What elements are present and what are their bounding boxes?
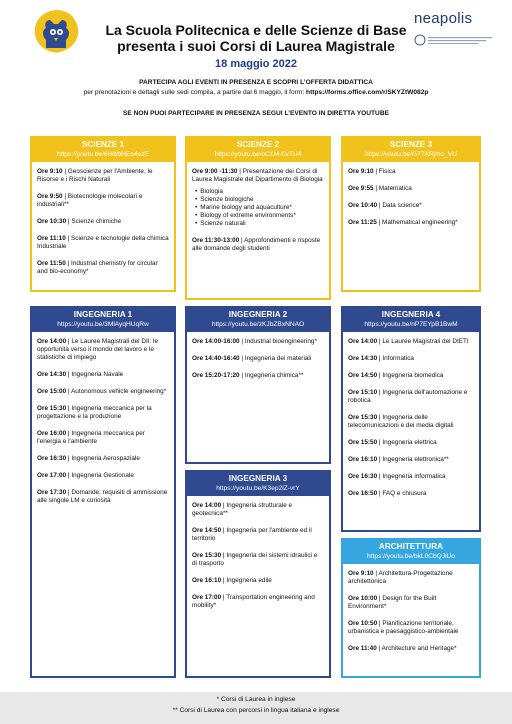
schedule-item <box>348 185 474 193</box>
card-body <box>187 332 329 393</box>
youtube-link[interactable]: https://youtu.be/bkL0CbQJlUo <box>367 553 455 560</box>
subtitle: PARTECIPA AGLI EVENTI IN PRESENZA E SCOPRI L’OFFERTA DIDATTICA <box>139 79 373 86</box>
schedule-title: | Mathematical engineering* <box>376 219 458 226</box>
schedule-title: | Industrial bioengineering* <box>239 338 317 345</box>
schedule-title: | Approfondimenti e risposte alle domande degli studenti <box>192 237 321 252</box>
schedule-title: | Architettura-Progettazione architettonica <box>348 570 453 585</box>
schedule-item <box>348 355 474 363</box>
event-date: 18 maggio 2022 <box>215 58 297 70</box>
schedule-time: Ore 17:00 <box>37 472 67 479</box>
schedule-title: | Ingegneria strutturale e geotecnica** <box>192 502 293 517</box>
booking-info-text: per prenotazioni e dettagli sulle sedi compila, a partire dal 6 maggio, il form: <box>83 89 307 96</box>
schedule-title: | Ingegneria chimica** <box>239 372 304 379</box>
schedule-title: | Ingegneria elettronica** <box>377 456 449 463</box>
schedule-title: | Informatica <box>377 355 414 362</box>
card-title: SCIENZE 2 <box>236 140 280 149</box>
schedule-item <box>348 456 474 464</box>
card-scienze-2 <box>185 136 331 300</box>
card-title: SCIENZE 3 <box>389 140 433 149</box>
schedule-item <box>192 594 324 610</box>
schedule-title: | Le Lauree Magistrali del DIETI <box>377 338 469 345</box>
schedule-time: Ore 14:00 <box>37 338 67 345</box>
schedule-time: Ore 14:30 <box>37 371 67 378</box>
schedule-item <box>348 620 474 636</box>
youtube-link[interactable]: https://youtu.be/oC1M-EvTU4 <box>214 151 302 158</box>
schedule-item <box>192 372 324 380</box>
card-architettura <box>341 538 481 678</box>
schedule-time: Ore 9:10 <box>348 570 374 577</box>
card-body <box>187 162 329 266</box>
course-list-item: • Biology of extreme environments* <box>195 212 324 220</box>
schedule-time: Ore 14:50 <box>192 527 222 534</box>
schedule-item <box>348 389 474 405</box>
schedule-time: Ore 16:00 <box>37 430 67 437</box>
schedule-title: | Ingegneria dell'automazione e robotica <box>348 389 468 404</box>
schedule-item <box>192 502 324 518</box>
youtube-link[interactable]: https://youtu.be/nP7EYpB1BwM <box>364 321 458 328</box>
schedule-time: Ore 9:00 -11:30 <box>192 168 238 175</box>
schedule-time: Ore 14:30 <box>348 355 378 362</box>
schedule-item <box>192 168 324 184</box>
schedule-time: Ore 15:30 <box>37 405 67 412</box>
schedule-title: | Matematica <box>373 185 412 192</box>
card-scienze-3 <box>341 136 481 292</box>
schedule-title: | Domande: requisiti di ammissione alle singole LM e curiosità <box>37 489 168 504</box>
card-header <box>32 308 174 332</box>
footer <box>0 692 512 724</box>
schedule-time: Ore 17:00 <box>192 594 222 601</box>
schedule-item <box>348 595 474 611</box>
schedule-item <box>37 168 169 184</box>
schedule-item <box>37 193 169 209</box>
card-header <box>343 138 479 162</box>
schedule-title: | Data science* <box>377 202 422 209</box>
schedule-item <box>37 472 169 480</box>
schedule-title: | Fisica <box>373 168 396 175</box>
schedule-time: Ore 15:30 <box>192 552 222 559</box>
card-ingegneria-3 <box>185 470 331 678</box>
schedule-item <box>37 338 169 362</box>
schedule-time: Ore 11:25 <box>348 219 377 226</box>
schedule-title: | Industrial chemistry for circular and bio-economy* <box>37 260 158 275</box>
schedule-time: Ore 16:10 <box>348 456 378 463</box>
schedule-item <box>37 405 169 421</box>
schedule-item <box>348 645 474 653</box>
card-body <box>32 332 174 518</box>
schedule-item <box>348 168 474 176</box>
schedule-item <box>37 371 169 379</box>
card-header <box>343 308 479 332</box>
card-header <box>187 138 329 162</box>
schedule-title: | Scienze chimiche <box>66 218 122 225</box>
course-list-item: • Marine biology and aquaculture* <box>195 204 324 212</box>
schedule-time: Ore 11:50 <box>37 260 66 267</box>
schedule-time: Ore 14:00 <box>348 338 378 345</box>
schedule-title: | Design for the Built Environment* <box>348 595 437 610</box>
schedule-title: | Ingegneria meccanica per l'energia e l'ambiente <box>37 430 145 445</box>
schedule-title: | Ingegneria Gestionale <box>66 472 134 479</box>
schedule-time: Ore 14:00 <box>192 502 222 509</box>
schedule-item <box>192 527 324 543</box>
schedule-time: Ore 9:50 <box>37 193 63 200</box>
card-header <box>187 308 329 332</box>
schedule-title: | Ingegneria Navale <box>66 371 124 378</box>
schedule-title: | Le Lauree Magistrali del DII: le opportunità verso il mondo del lavoro e le statistiche di impiego <box>37 338 159 361</box>
card-header <box>32 138 174 162</box>
schedule-title: | Pianificazione territoriale, urbanistica e paesaggistico-ambientale <box>348 620 459 635</box>
card-ingegneria-1 <box>30 306 176 678</box>
schedule-item <box>348 372 474 380</box>
card-body <box>343 332 479 511</box>
schedule-item <box>37 388 169 396</box>
schedule-title: | Ingegneria meccanica per la progettazione e la produzione <box>37 405 152 420</box>
schedule-item <box>192 338 324 346</box>
schedule-time: Ore 10:50 <box>348 620 378 627</box>
schedule-time: Ore 11:40 <box>348 645 377 652</box>
schedule-item <box>348 219 474 227</box>
schedule-item <box>37 218 169 226</box>
card-ingegneria-4 <box>341 306 481 532</box>
schedule-title: | Architecture and Heritage* <box>376 645 457 652</box>
schedule-item <box>37 430 169 446</box>
schedule-item <box>192 552 324 568</box>
schedule-item <box>348 338 474 346</box>
schedule-item <box>348 439 474 447</box>
booking-form-link[interactable]: https://forms.office.com/r/SKYZtW082p <box>306 89 429 96</box>
card-ingegneria-2 <box>185 306 331 464</box>
schedule-item <box>348 490 474 498</box>
card-body <box>187 496 329 623</box>
schedule-title: | Scienze e tecnologie della chimica Industriale <box>37 235 169 250</box>
card-title: INGEGNERIA 3 <box>228 474 288 483</box>
schedule-time: Ore 14:00-16:00 <box>192 338 240 345</box>
card-title: SCIENZE 1 <box>81 140 125 149</box>
schedule-time: Ore 10:30 <box>37 218 67 225</box>
schedule-title: | Ingegneria delle telecomunicazioni e dei media digitali <box>348 414 454 429</box>
schedule-item <box>37 235 169 251</box>
title-line-1: La Scuola Politecnica e delle Scienze di Base <box>105 22 407 38</box>
youtube-link[interactable]: https://youtu.be/K3ep2lZ-vrY <box>216 485 300 492</box>
schedule-item <box>192 577 324 585</box>
course-list-item: • Scienze naturali <box>195 220 324 228</box>
university-seal-icon <box>414 34 494 46</box>
footnote-bilingual: ** Corsi di Laurea con percorsi in lingua italiana e inglese <box>172 707 340 714</box>
course-list-item: • Biologia <box>195 188 324 196</box>
schedule-item <box>348 570 474 586</box>
card-title: INGEGNERIA 4 <box>381 310 441 319</box>
schedule-time: Ore 15:30 <box>348 414 378 421</box>
schedule-time: Ore 9:10 <box>37 168 63 175</box>
schedule-time: Ore 15:10 <box>348 389 378 396</box>
youtube-link[interactable]: https://youtu.be/zKJbZBxNNAO <box>211 321 305 328</box>
schedule-time: Ore 14:40-16:40 <box>192 355 240 362</box>
schedule-time: Ore 16:50 <box>348 490 378 497</box>
schedule-time: Ore 10:00 <box>348 595 378 602</box>
schedule-title: | Biotecnologie molecolari e industriali** <box>37 193 143 208</box>
schedule-item <box>192 355 324 363</box>
course-list <box>195 188 324 228</box>
schedule-time: Ore 15:00 <box>37 388 67 395</box>
schedule-item <box>348 414 474 430</box>
schedule-time: Ore 16:10 <box>192 577 222 584</box>
schedule-time: Ore 9:55 <box>348 185 374 192</box>
schedule-title: | Ingegneria elettrica <box>377 439 437 446</box>
schedule-title: | Transportation engineering and mobility* <box>192 594 315 609</box>
schedule-title: | Ingegneria edile <box>221 577 272 584</box>
card-header <box>187 472 329 496</box>
schedule-title: | Ingegneria dei materiali <box>239 355 312 362</box>
schedule-item <box>348 202 474 210</box>
schedule-time: Ore 9:10 <box>348 168 374 175</box>
schedule-item <box>37 260 169 276</box>
schedule-time: Ore 11:30-13:00 <box>192 237 240 244</box>
schedule-title: | Geoscienze per l'Ambiente, le Risorse e i Rischi Naturali <box>37 168 153 183</box>
schedule-time: Ore 10:40 <box>348 202 378 209</box>
schedule-title: | Ingegneria informatica <box>377 473 446 480</box>
card-title: INGEGNERIA 2 <box>228 310 288 319</box>
booking-info <box>10 89 502 96</box>
footnote-english: * Corsi di Laurea in inglese <box>216 696 296 703</box>
schedule-time: Ore 17:30 <box>37 489 67 496</box>
schedule-time: Ore 11:10 <box>37 235 66 242</box>
schedule-item <box>37 455 169 463</box>
logo-wordmark: neapolis <box>414 10 473 27</box>
card-body <box>343 162 479 240</box>
youtube-link[interactable]: https://youtu.be/3MlAyqHUqRw <box>57 321 149 328</box>
card-body <box>32 162 174 289</box>
mascot-logo <box>26 6 86 56</box>
schedule-title: | Ingegneria Aerospaziale <box>66 455 140 462</box>
schedule-title: | Ingegneria biomedica <box>377 372 444 379</box>
schedule-time: Ore 15:50 <box>348 439 378 446</box>
card-scienze-1 <box>30 136 176 292</box>
course-list-item: • Scienze biologiche <box>195 196 324 204</box>
schedule-item <box>348 473 474 481</box>
schedule-title: | Ingegneria per l'ambiente ed il territorio <box>192 527 312 542</box>
schedule-item <box>37 489 169 505</box>
card-title: ARCHITETTURA <box>378 542 444 551</box>
card-title: INGEGNERIA 1 <box>73 310 133 319</box>
schedule-item <box>192 237 324 253</box>
youtube-note: SE NON PUOI PARTECIPARE IN PRESENZA SEGUI L’EVENTO IN DIRETTA YOUTUBE <box>123 110 389 117</box>
youtube-link[interactable]: https://youtu.be/G77ARjmo_VU <box>365 151 457 158</box>
page-title <box>90 22 422 54</box>
schedule-time: Ore 14:50 <box>348 372 378 379</box>
schedule-time: Ore 15:20-17:20 <box>192 372 240 379</box>
card-header <box>343 540 479 564</box>
schedule-time: Ore 16:30 <box>348 473 378 480</box>
title-line-2: presenta i suoi Corsi di Laurea Magistrale <box>117 38 395 54</box>
schedule-time: Ore 16:30 <box>37 455 67 462</box>
schedule-title: | FAQ e chiusura <box>377 490 427 497</box>
schedule-title: | Autonomous vehicle engineering* <box>66 388 167 395</box>
schedule-title: | Ingegneria dei sistemi idraulici e di trasporto <box>192 552 318 567</box>
youtube-link[interactable]: https://youtu.be/6WbbNEo4ezE <box>56 151 149 158</box>
schedule-title: | Presentazione dei Corsi di Laurea Magistrale del Dipartimento di Biologia <box>192 168 323 183</box>
card-body <box>343 564 479 666</box>
